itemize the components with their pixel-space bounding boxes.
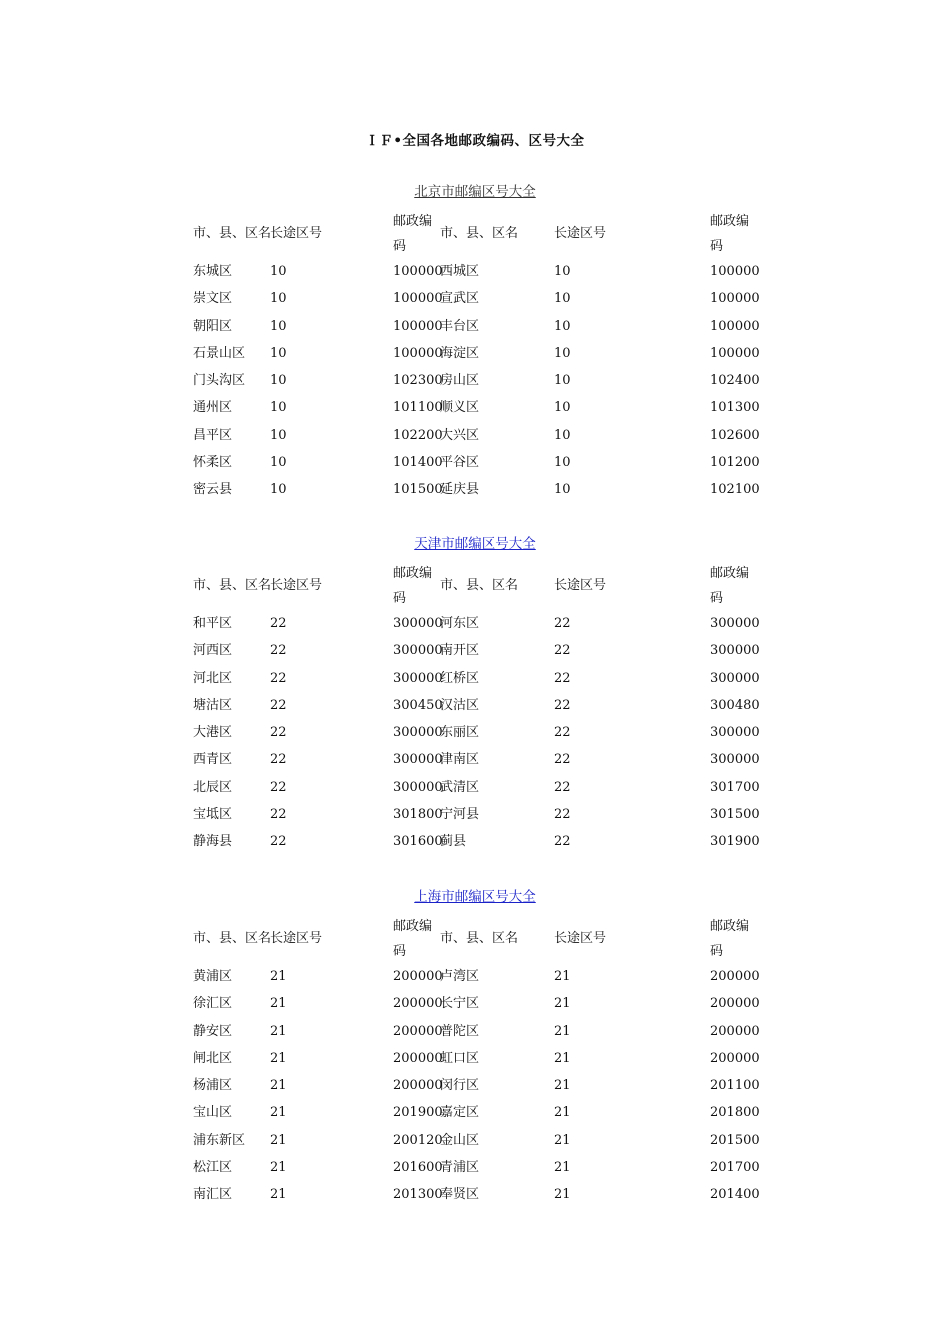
district-name: 塘沽区 — [193, 697, 233, 713]
table-row — [0, 638, 950, 665]
area-code: 22 — [554, 752, 571, 768]
area-code: 21 — [554, 996, 571, 1012]
postal-code: 301500 — [710, 807, 760, 823]
area-code: 10 — [554, 291, 571, 307]
table-row — [0, 829, 950, 856]
district-name: 南汇区 — [193, 1187, 233, 1203]
postal-code: 102300 — [393, 373, 443, 389]
header-name: 市、县、区名 — [193, 226, 272, 241]
district-name: 杨浦区 — [193, 1078, 233, 1094]
header-area-code: 长途区号 — [270, 226, 323, 241]
district-name: 黄浦区 — [193, 969, 233, 984]
district-name: 大兴区 — [440, 427, 480, 443]
postal-table — [0, 561, 950, 857]
area-code: 22 — [270, 670, 287, 686]
postal-code: 200000 — [393, 1078, 443, 1094]
postal-code: 101400 — [393, 455, 443, 471]
area-code: 22 — [270, 725, 287, 741]
postal-code: 102200 — [393, 427, 443, 443]
postal-code: 100000 — [393, 318, 443, 334]
header-postal-line2: 码 — [710, 944, 724, 959]
table-row — [0, 802, 950, 829]
district-name: 长宁区 — [440, 996, 480, 1012]
table-row — [0, 395, 950, 422]
postal-code: 301900 — [710, 834, 760, 850]
area-code: 21 — [270, 1050, 287, 1066]
district-name: 卢湾区 — [440, 969, 480, 984]
postal-code: 301600 — [393, 834, 443, 850]
postal-code: 100000 — [393, 264, 443, 279]
area-code: 10 — [554, 482, 571, 498]
district-name: 房山区 — [440, 373, 480, 389]
area-code: 10 — [554, 264, 571, 279]
postal-code: 201100 — [710, 1078, 760, 1094]
area-code: 10 — [270, 427, 287, 443]
district-name: 崇文区 — [193, 291, 233, 307]
postal-code: 200120 — [393, 1132, 443, 1148]
header-postal-line1: 邮政编 — [710, 919, 750, 934]
header-postal-code — [393, 914, 438, 964]
district-name: 宝坻区 — [193, 807, 233, 823]
district-name: 武清区 — [440, 779, 480, 795]
district-name: 大港区 — [193, 725, 233, 741]
area-code: 21 — [554, 969, 571, 984]
area-code: 22 — [554, 779, 571, 795]
table-row — [0, 1128, 950, 1155]
district-name: 静安区 — [193, 1023, 233, 1039]
header-postal-line1: 邮政编 — [393, 919, 433, 934]
postal-code: 100000 — [393, 291, 443, 307]
section-title: 北京市邮编区号大全 — [414, 184, 536, 200]
postal-code: 100000 — [710, 291, 760, 307]
district-name: 宣武区 — [440, 291, 480, 307]
header-postal-line2: 码 — [710, 591, 724, 606]
district-name: 通州区 — [193, 400, 233, 416]
table-row — [0, 1019, 950, 1046]
header-postal-code — [710, 914, 755, 964]
area-code: 10 — [554, 318, 571, 334]
district-name: 青浦区 — [440, 1160, 480, 1176]
postal-code: 100000 — [710, 264, 760, 279]
area-code: 22 — [270, 779, 287, 795]
table-row — [0, 693, 950, 720]
table-row — [0, 1155, 950, 1182]
postal-code: 300000 — [710, 670, 760, 686]
postal-code: 101300 — [710, 400, 760, 416]
district-name: 普陀区 — [440, 1023, 480, 1039]
district-name: 北辰区 — [193, 779, 233, 795]
postal-code: 102400 — [710, 373, 760, 389]
area-code: 22 — [554, 643, 571, 659]
postal-table — [0, 914, 950, 1210]
postal-code: 300000 — [393, 670, 443, 686]
postal-code: 300480 — [710, 697, 760, 713]
postal-code: 200000 — [393, 969, 443, 984]
table-header — [0, 914, 950, 964]
postal-code: 100000 — [393, 345, 443, 361]
header-postal-line2: 码 — [393, 591, 407, 606]
postal-code: 102100 — [710, 482, 760, 498]
district-name: 松江区 — [193, 1160, 233, 1176]
table-row — [0, 259, 950, 286]
area-code: 10 — [270, 455, 287, 471]
postal-code: 300000 — [710, 752, 760, 768]
postal-code: 300000 — [393, 616, 443, 631]
table-row — [0, 720, 950, 747]
header-name: 市、县、区名 — [193, 578, 272, 593]
table-row — [0, 1182, 950, 1209]
district-name: 奉贤区 — [440, 1187, 480, 1203]
district-name: 浦东新区 — [193, 1132, 246, 1148]
postal-table — [0, 209, 950, 505]
area-code: 22 — [270, 643, 287, 659]
area-code: 10 — [554, 427, 571, 443]
header-postal-line2: 码 — [710, 239, 724, 254]
area-code: 10 — [270, 400, 287, 416]
area-code: 22 — [270, 752, 287, 768]
postal-code: 300000 — [393, 779, 443, 795]
header-name: 市、县、区名 — [440, 578, 519, 593]
postal-code: 300000 — [710, 616, 760, 631]
area-code: 21 — [554, 1132, 571, 1148]
district-name: 海淀区 — [440, 345, 480, 361]
header-area-code: 长途区号 — [270, 578, 323, 593]
postal-code: 201700 — [710, 1160, 760, 1176]
table-row — [0, 286, 950, 313]
area-code: 10 — [270, 345, 287, 361]
postal-code: 100000 — [710, 345, 760, 361]
table-row — [0, 450, 950, 477]
header-name: 市、县、区名 — [440, 931, 519, 946]
postal-code: 200000 — [393, 996, 443, 1012]
area-code: 10 — [554, 455, 571, 471]
area-code: 21 — [554, 1105, 571, 1121]
area-code: 21 — [270, 1023, 287, 1039]
area-code: 22 — [554, 725, 571, 741]
postal-code: 200000 — [710, 996, 760, 1012]
table-row — [0, 666, 950, 693]
district-name: 虹口区 — [440, 1050, 480, 1066]
district-name: 密云县 — [193, 482, 233, 498]
postal-code: 201800 — [710, 1105, 760, 1121]
header-postal-code — [393, 209, 438, 259]
postal-code: 300000 — [710, 725, 760, 741]
table-row — [0, 368, 950, 395]
district-name: 宝山区 — [193, 1105, 233, 1121]
table-row — [0, 964, 950, 991]
header-postal-line2: 码 — [393, 239, 407, 254]
header-name: 市、县、区名 — [193, 931, 272, 946]
district-name: 平谷区 — [440, 455, 480, 471]
header-postal-line1: 邮政编 — [393, 566, 433, 581]
table-row — [0, 611, 950, 638]
table-row — [0, 477, 950, 504]
area-code: 21 — [554, 1050, 571, 1066]
district-name: 丰台区 — [440, 318, 480, 334]
postal-code: 100000 — [710, 318, 760, 334]
area-code: 22 — [554, 807, 571, 823]
header-area-code: 长途区号 — [554, 931, 607, 946]
area-code: 22 — [270, 807, 287, 823]
area-code: 21 — [554, 1160, 571, 1176]
table-row — [0, 991, 950, 1018]
area-code: 10 — [270, 318, 287, 334]
district-name: 静海县 — [193, 834, 233, 850]
area-code: 22 — [554, 697, 571, 713]
table-row — [0, 314, 950, 341]
district-name: 红桥区 — [440, 670, 480, 686]
area-code: 10 — [270, 291, 287, 307]
area-code: 10 — [554, 400, 571, 416]
area-code: 10 — [270, 264, 287, 279]
area-code: 10 — [554, 345, 571, 361]
table-header — [0, 209, 950, 259]
header-postal-code — [710, 209, 755, 259]
postal-code: 301800 — [393, 807, 443, 823]
area-code: 21 — [554, 1023, 571, 1039]
area-code: 21 — [270, 1078, 287, 1094]
postal-code: 201500 — [710, 1132, 760, 1148]
area-code: 21 — [270, 1187, 287, 1203]
district-name: 河东区 — [440, 616, 480, 631]
district-name: 蓟县 — [440, 834, 467, 850]
header-postal-line1: 邮政编 — [710, 214, 750, 229]
postal-code: 101100 — [393, 400, 443, 416]
postal-code: 300000 — [710, 643, 760, 659]
area-code: 22 — [270, 616, 287, 631]
area-code: 22 — [554, 616, 571, 631]
district-name: 徐汇区 — [193, 996, 233, 1012]
header-postal-line1: 邮政编 — [393, 214, 433, 229]
district-name: 河北区 — [193, 670, 233, 686]
area-code: 21 — [554, 1187, 571, 1203]
table-row — [0, 423, 950, 450]
table-header — [0, 561, 950, 611]
district-name: 津南区 — [440, 752, 480, 768]
district-name: 石景山区 — [193, 345, 246, 361]
postal-code: 300000 — [393, 725, 443, 741]
area-code: 21 — [270, 969, 287, 984]
page-title: ＩＦ•全国各地邮政编码、区号大全 — [365, 133, 585, 149]
area-code: 21 — [270, 1160, 287, 1176]
district-name: 宁河县 — [440, 807, 480, 823]
area-code: 10 — [270, 482, 287, 498]
header-name: 市、县、区名 — [440, 226, 519, 241]
district-name: 闵行区 — [440, 1078, 480, 1094]
header-area-code: 长途区号 — [554, 578, 607, 593]
area-code: 10 — [270, 373, 287, 389]
district-name: 怀柔区 — [193, 455, 233, 471]
table-row — [0, 747, 950, 774]
district-name: 河西区 — [193, 643, 233, 659]
postal-code: 200000 — [393, 1023, 443, 1039]
header-area-code: 长途区号 — [270, 931, 323, 946]
district-name: 东丽区 — [440, 725, 480, 741]
postal-code: 200000 — [710, 1023, 760, 1039]
table-row — [0, 775, 950, 802]
district-name: 顺义区 — [440, 400, 480, 416]
district-name: 延庆县 — [440, 482, 480, 498]
postal-code: 301700 — [710, 779, 760, 795]
area-code: 22 — [270, 834, 287, 850]
area-code: 22 — [554, 834, 571, 850]
area-code: 22 — [554, 670, 571, 686]
district-name: 闸北区 — [193, 1050, 233, 1066]
area-code: 10 — [554, 373, 571, 389]
district-name: 昌平区 — [193, 427, 233, 443]
district-name: 嘉定区 — [440, 1105, 480, 1121]
postal-code: 201600 — [393, 1160, 443, 1176]
postal-code: 200000 — [710, 1050, 760, 1066]
header-postal-line1: 邮政编 — [710, 566, 750, 581]
header-postal-line2: 码 — [393, 944, 407, 959]
table-row — [0, 1046, 950, 1073]
area-code: 21 — [554, 1078, 571, 1094]
section-title[interactable]: 天津市邮编区号大全 — [414, 536, 536, 552]
area-code: 21 — [270, 1132, 287, 1148]
district-name: 西青区 — [193, 752, 233, 768]
area-code: 21 — [270, 1105, 287, 1121]
district-name: 西城区 — [440, 264, 480, 279]
district-name: 朝阳区 — [193, 318, 233, 334]
postal-code: 101500 — [393, 482, 443, 498]
district-name: 金山区 — [440, 1132, 480, 1148]
area-code: 22 — [270, 697, 287, 713]
header-postal-code — [393, 561, 438, 611]
postal-code: 300000 — [393, 643, 443, 659]
postal-code: 300000 — [393, 752, 443, 768]
postal-code: 200000 — [710, 969, 760, 984]
district-name: 和平区 — [193, 616, 233, 631]
table-row — [0, 1100, 950, 1127]
header-postal-code — [710, 561, 755, 611]
district-name: 汉沽区 — [440, 697, 480, 713]
area-code: 21 — [270, 996, 287, 1012]
section-title[interactable]: 上海市邮编区号大全 — [414, 889, 536, 905]
postal-code: 300450 — [393, 697, 443, 713]
header-area-code: 长途区号 — [554, 226, 607, 241]
table-row — [0, 341, 950, 368]
postal-code: 201400 — [710, 1187, 760, 1203]
postal-code: 101200 — [710, 455, 760, 471]
district-name: 东城区 — [193, 264, 233, 279]
district-name: 门头沟区 — [193, 373, 246, 389]
postal-code: 200000 — [393, 1050, 443, 1066]
district-name: 南开区 — [440, 643, 480, 659]
postal-code: 201900 — [393, 1105, 443, 1121]
table-row — [0, 1073, 950, 1100]
postal-code: 201300 — [393, 1187, 443, 1203]
postal-code: 102600 — [710, 427, 760, 443]
